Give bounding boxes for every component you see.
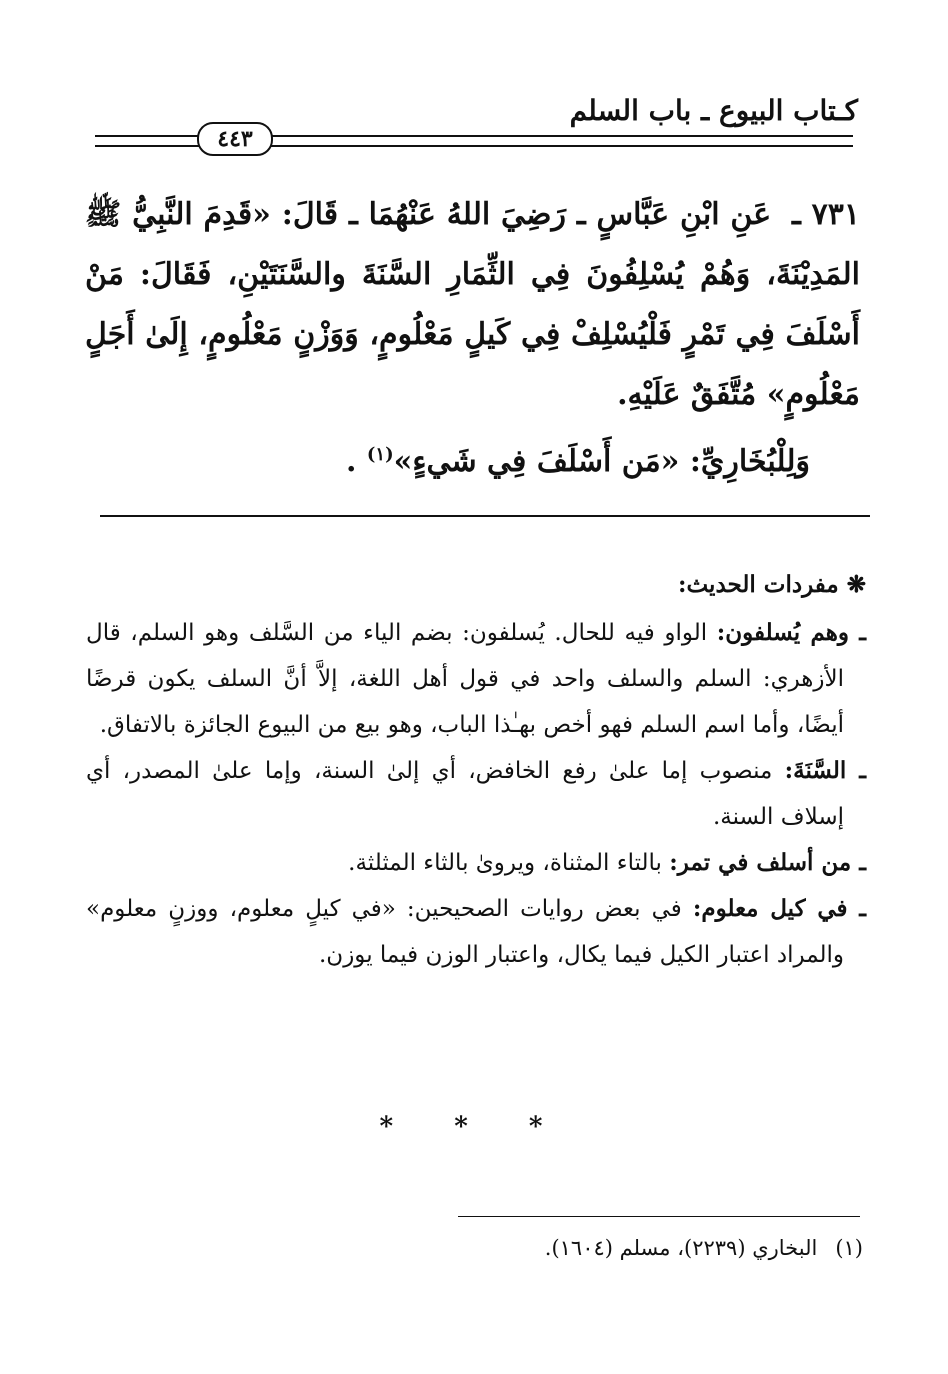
entry-term: ـ وهم يُسلفون: [716, 619, 867, 646]
page-number-badge [197, 122, 273, 156]
hadith-paragraph [85, 185, 860, 425]
vocabulary-heading: ❋ مفردات الحديث: [677, 571, 866, 598]
footnote-reference: (١) [366, 444, 394, 465]
end-punctuation: . [345, 444, 357, 479]
entry-text: منصوب إما علىٰ رفع الخافض، أي إلىٰ السنة، وإما علىٰ المصدر، أي إسلاف السنة. [86, 758, 844, 830]
footnote-rule [458, 1216, 860, 1217]
running-title: كـتاب البيوع ـ باب السلم [569, 94, 858, 127]
vocabulary-entry [86, 610, 866, 748]
section-separator-stars: * * * [379, 1112, 569, 1142]
vocabulary-entry [86, 886, 866, 978]
entry-term: ـ في كيل معلوم: [692, 895, 866, 922]
vocabulary-entry [86, 748, 866, 840]
bukhari-text: وَلِلْبُخَارِيِّ: «مَن أَسْلَفَ فِي شَيءٍ» [393, 444, 810, 479]
hadith-number: ٧٣١ ـ [792, 197, 860, 232]
footnote-text: البخاري (٢٢٣٩)، مسلم (١٦٠٤). [544, 1236, 818, 1260]
footnote-marker: (١) [835, 1236, 863, 1260]
hadith-block [85, 185, 860, 492]
vocabulary-section [86, 562, 866, 978]
section-divider [100, 515, 870, 517]
footnote [83, 1236, 863, 1260]
vocabulary-entry [86, 840, 866, 886]
entry-text: الواو فيه للحال. يُسلفون: بضم الياء من السَّلف وهو السلم، قال الأزهري: السلم والسلف واحد في قول أهل اللغة، إلاَّ أنَّ السلف يكون قرضًا أيضًا، وأما اسم السلم فهو أخص بهـٰذا الباب، وهو بيع من البيوع الجائزة بالاتفاق. [86, 620, 844, 738]
entry-term: ـ السَّنَةَ: [784, 757, 866, 784]
entry-term: ـ من أسلف في تمر: [669, 849, 866, 876]
entry-text: في بعض روايات الصحيحين: «في كيلٍ معلوم، ووزنٍ معلوم» والمراد اعتبار الكيل فيما يكال، واعتبار الوزن فيما يوزن. [86, 896, 844, 968]
hadith-text: عَنِ ابْنِ عَبَّاسٍ ـ رَضِيَ اللهُ عَنْهُمَا ـ قَالَ: «قَدِمَ النَّبِيُّ ﷺ المَدِيْنَةَ، وَهُمْ يُسْلِفُونَ فِي الثِّمَارِ السَّنَةَ والسَّنَتَيْنِ، فَقَالَ: مَنْ أَسْلَفَ فِي تَمْرٍ فَلْيُسْلِفْ فِي كَيلٍ مَعْلُومٍ، وَوَزْنٍ مَعْلُومٍ، إِلَىٰ أَجَلٍ مَعْلُومٍ» مُتَّفَقٌ عَلَيْهِ. [85, 197, 860, 412]
page-number: ٤٤٣ [217, 126, 253, 152]
bukhari-line [85, 425, 860, 492]
entry-text: بالتاء المثناة، ويروىٰ بالثاء المثلثة. [348, 850, 662, 876]
